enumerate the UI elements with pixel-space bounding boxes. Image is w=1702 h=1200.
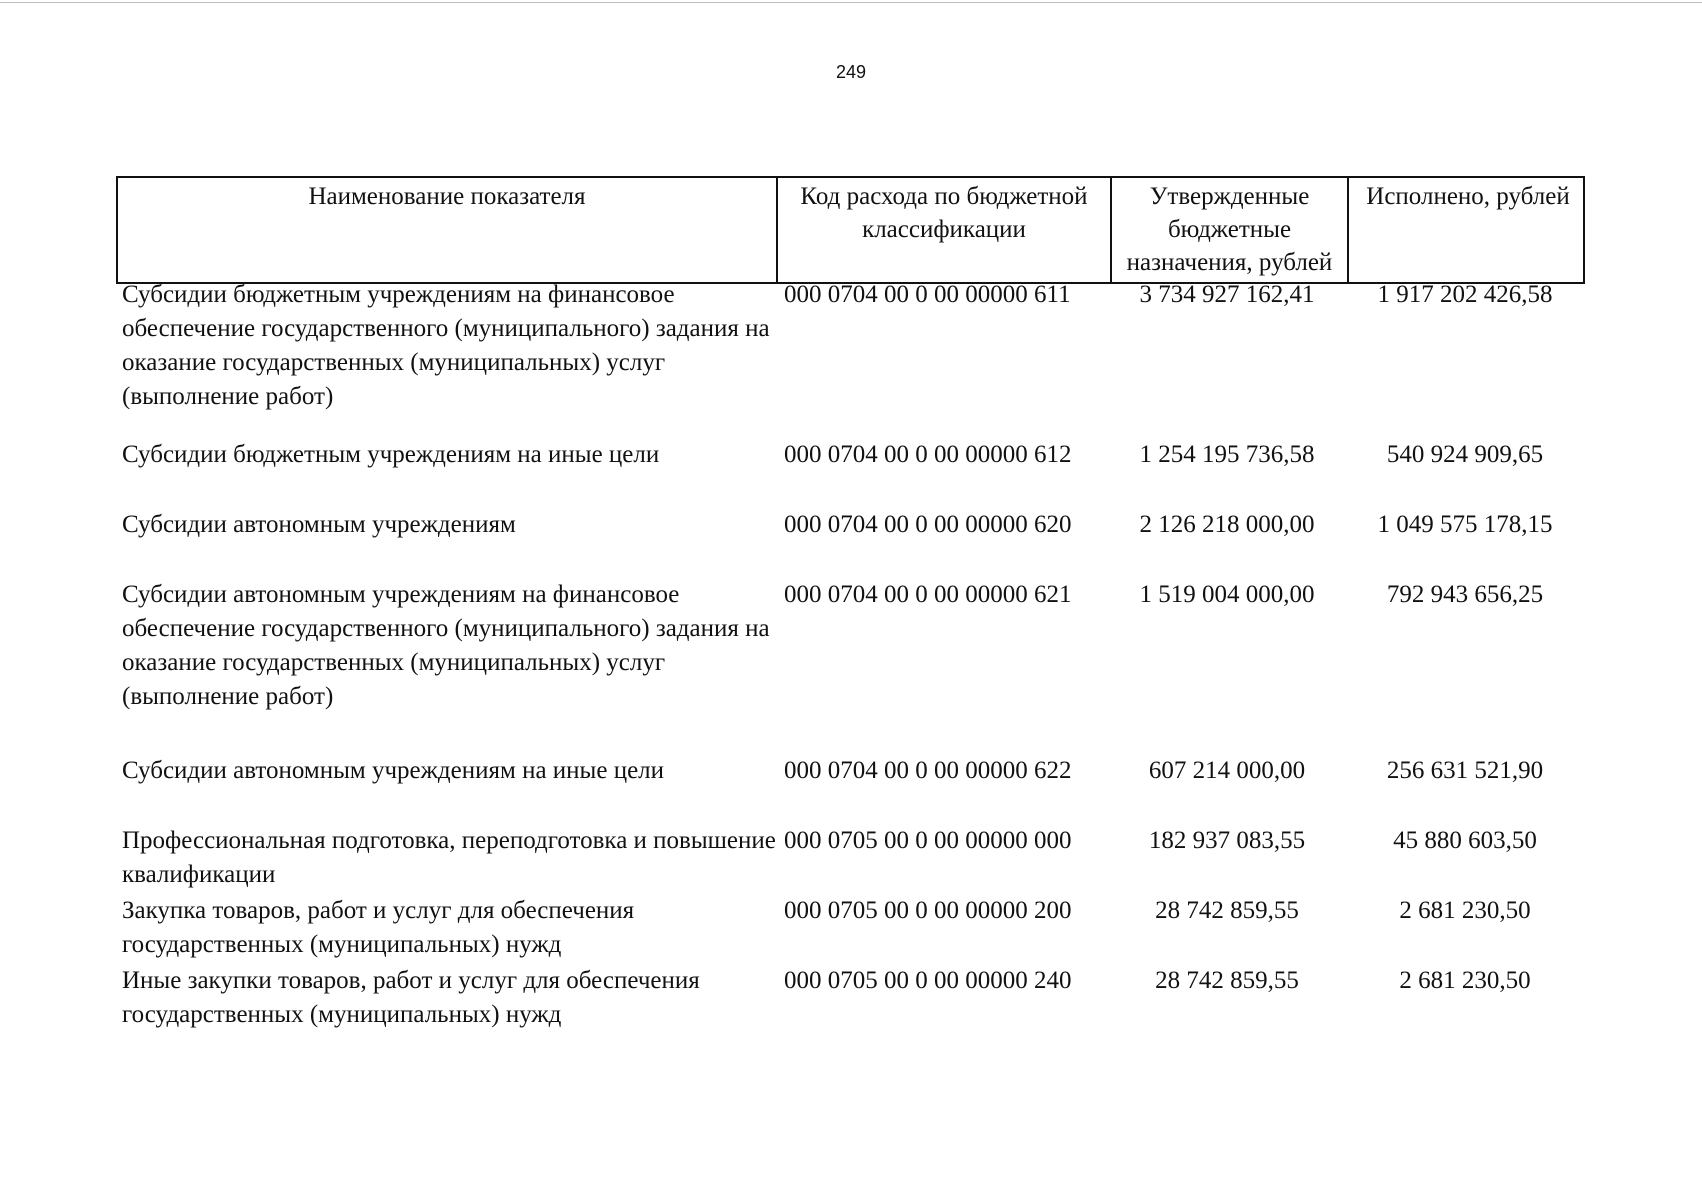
row-executed: 2 681 230,50 [1399, 897, 1531, 924]
row-executed: 1 049 575 178,15 [1377, 511, 1553, 538]
row-name: Иные закупки товаров, работ и услуг для обеспечения государственных (муниципальных) нужд [122, 967, 700, 1028]
row-code: 000 0704 00 0 00 00000 621 [784, 581, 1072, 608]
row-name: Субсидии автономным учреждениям на финансовое обеспечение государственного (муниципального) задания на оказание государственных (муниципальных) услуг (выполнение работ) [122, 581, 770, 710]
row-name: Субсидии бюджетным учреждениям на иные цели [122, 441, 660, 468]
header-approved-amount: Утвержденные бюджетные назначения, рублей [1110, 178, 1347, 282]
row-name: Субсидии бюджетным учреждениям на финансовое обеспечение государственного (муниципального) задания на оказание государственных (муниципальных) услуг (выполнение работ) [122, 281, 770, 410]
row-name: Закупка товаров, работ и услуг для обеспечения государственных (муниципальных) нужд [122, 897, 635, 958]
scan-edge-line [0, 2, 1702, 3]
row-approved: 2 126 218 000,00 [1139, 511, 1315, 538]
row-executed: 1 917 202 426,58 [1377, 281, 1553, 308]
row-approved: 1 519 004 000,00 [1139, 581, 1315, 608]
row-executed: 45 880 603,50 [1393, 827, 1537, 854]
row-name: Субсидии автономным учреждениям [122, 511, 516, 538]
row-code: 000 0704 00 0 00 00000 620 [784, 511, 1072, 538]
row-approved: 28 742 859,55 [1155, 897, 1299, 924]
budget-execution-table [116, 176, 1585, 1028]
row-executed: 792 943 656,25 [1386, 581, 1544, 608]
header-executed-amount: Исполнено, рублей [1347, 178, 1587, 282]
row-executed: 256 631 521,90 [1386, 757, 1544, 784]
row-code: 000 0705 00 0 00 00000 000 [784, 827, 1072, 854]
page-number: 249 [835, 62, 867, 82]
row-code: 000 0705 00 0 00 00000 200 [784, 897, 1072, 924]
row-executed: 540 924 909,65 [1386, 441, 1544, 468]
row-approved: 607 214 000,00 [1148, 757, 1306, 784]
header-indicator-name: Наименование показателя [308, 183, 586, 210]
row-code: 000 0704 00 0 00 00000 611 [784, 281, 1071, 308]
row-code: 000 0704 00 0 00 00000 612 [784, 441, 1072, 468]
row-approved: 1 254 195 736,58 [1139, 441, 1315, 468]
row-name: Субсидии автономным учреждениям на иные цели [122, 757, 665, 784]
row-approved: 182 937 083,55 [1148, 827, 1306, 854]
header-budget-code: Код расхода по бюджетной классификации [776, 178, 1110, 282]
row-name: Профессиональная подготовка, переподготовка и повышение квалификации [122, 827, 776, 888]
row-approved: 28 742 859,55 [1155, 967, 1299, 994]
row-approved: 3 734 927 162,41 [1139, 281, 1315, 308]
row-code: 000 0705 00 0 00 00000 240 [784, 967, 1072, 994]
row-executed: 2 681 230,50 [1399, 967, 1531, 994]
table-header [116, 176, 1585, 284]
row-code: 000 0704 00 0 00 00000 622 [784, 757, 1072, 784]
